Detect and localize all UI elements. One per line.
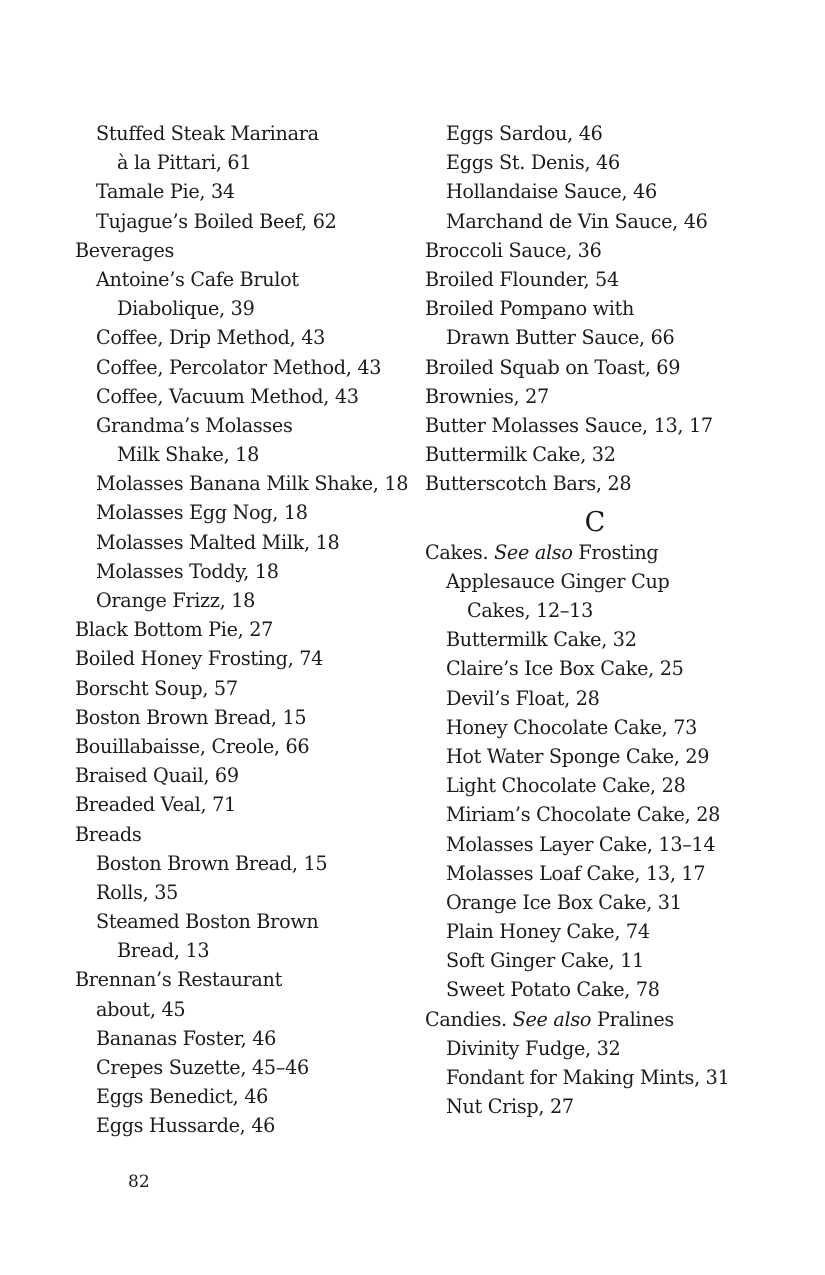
- section-letter-heading: C: [584, 507, 606, 539]
- index-subentry: Diabolique, 39: [117, 297, 255, 321]
- index-entry: Broiled Squab on Toast, 69: [425, 355, 681, 379]
- index-subentry: Applesauce Ginger Cup: [446, 569, 670, 593]
- index-subentry: Tamale Pie, 34: [96, 180, 235, 204]
- page-number: 82: [128, 1172, 150, 1192]
- index-entry: Bouillabaisse, Creole, 66: [75, 734, 310, 758]
- index-entry: Broiled Flounder, 54: [425, 267, 619, 291]
- index-subentry: Molasses Layer Cake, 13–14: [446, 832, 716, 856]
- index-subentry: Molasses Loaf Cake, 13, 17: [446, 861, 706, 885]
- index-subentry: Orange Ice Box Cake, 31: [446, 890, 682, 914]
- index-subentry: Antoine’s Cafe Brulot: [96, 267, 299, 291]
- entry-main-term: Candies.: [425, 1007, 507, 1031]
- index-subentry: Soft Ginger Cake, 11: [446, 949, 645, 973]
- index-subentry: Hot Water Sponge Cake, 29: [446, 744, 710, 768]
- index-entry: Broiled Pompano with: [425, 297, 635, 321]
- index-subentry: Devil’s Float, 28: [446, 686, 600, 710]
- index-subentry: Crepes Suzette, 45–46: [96, 1056, 309, 1079]
- index-entry: Beverages: [75, 238, 175, 262]
- see-also-reference: Frosting: [578, 540, 659, 564]
- see-also-label: See also: [512, 1007, 592, 1031]
- index-subentry: Plain Honey Cake, 74: [446, 920, 650, 944]
- index-subentry: Honey Chocolate Cake, 73: [446, 715, 698, 739]
- index-subentry: Coffee, Drip Method, 43: [96, 326, 326, 350]
- index-entry: Butter Molasses Sauce, 13, 17: [425, 413, 713, 437]
- candies-subentries: [425, 1034, 755, 1122]
- index-subentry: Molasses Banana Milk Shake, 18: [96, 472, 409, 496]
- index-entry: Brennan’s Restaurant: [75, 968, 283, 992]
- index-subentry: Milk Shake, 18: [117, 443, 259, 467]
- index-subentry: Claire’s Ice Box Cake, 25: [446, 657, 684, 681]
- index-subentry: Cakes, 12–13: [467, 599, 593, 622]
- index-subentry: Bread, 13: [117, 939, 210, 963]
- index-subentry: Bananas Foster, 46: [96, 1026, 277, 1050]
- index-subentry: Coffee, Vacuum Method, 43: [96, 384, 359, 408]
- index-subentry: Orange Frizz, 18: [96, 589, 256, 612]
- index-subentry: Miriam’s Chocolate Cake, 28: [446, 803, 721, 827]
- b-entries-continued: [425, 119, 755, 498]
- index-subentry: Marchand de Vin Sauce, 46: [446, 209, 708, 233]
- index-subentry: Eggs St. Denis, 46: [446, 151, 620, 175]
- index-subentry: Light Chocolate Cake, 28: [446, 774, 686, 798]
- index-entry: Butterscotch Bars, 28: [425, 472, 632, 496]
- index-subentry: about, 45: [96, 997, 186, 1021]
- index-entry: Breads: [75, 822, 142, 846]
- index-subentry: Tujague’s Boiled Beef, 62: [96, 209, 337, 233]
- index-entry: Braised Quail, 69: [75, 764, 239, 788]
- index-subentry: Eggs Sardou, 46: [446, 122, 603, 145]
- index-subentry: Rolls, 35: [96, 880, 179, 904]
- index-subentry: Sweet Potato Cake, 78: [446, 978, 660, 1002]
- index-subentry: Eggs Hussarde, 46: [96, 1114, 276, 1138]
- index-subentry: Stuffed Steak Marinara: [96, 122, 319, 145]
- index-subentry: Coffee, Percolator Method, 43: [96, 355, 382, 379]
- index-subentry: Eggs Benedict, 46: [96, 1085, 269, 1109]
- cakes-subentries: [425, 567, 755, 1005]
- index-subentry: Fondant for Making Mints, 31: [446, 1066, 730, 1089]
- index-entry-candies: [425, 1005, 755, 1034]
- index-subentry: Divinity Fudge, 32: [446, 1036, 621, 1060]
- entry-main-term: Cakes.: [425, 540, 489, 564]
- index-entry: Black Bottom Pie, 27: [75, 618, 274, 642]
- index-entry: Brownies, 27: [425, 384, 549, 408]
- index-subentry: à la Pittari, 61: [117, 151, 252, 175]
- index-subentry: Molasses Toddy, 18: [96, 559, 279, 583]
- index-subentry: Buttermilk Cake, 32: [446, 628, 637, 652]
- index-column-right: [425, 119, 755, 1121]
- index-subentry: Drawn Butter Sauce, 66: [446, 326, 675, 350]
- index-entry-cakes: [425, 538, 755, 567]
- index-entry: Broccoli Sauce, 36: [425, 238, 602, 262]
- index-entry: Buttermilk Cake, 32: [425, 443, 616, 467]
- index-subentry: Hollandaise Sauce, 46: [446, 180, 657, 204]
- index-subentry: Nut Crisp, 27: [446, 1095, 574, 1119]
- see-also-label: See also: [494, 540, 573, 564]
- index-subentry: Boston Brown Bread, 15: [96, 851, 328, 875]
- index-subentry: Grandma’s Molasses: [96, 413, 293, 437]
- index-subentry: Molasses Malted Milk, 18: [96, 530, 340, 554]
- index-subentry: Steamed Boston Brown: [96, 910, 319, 934]
- index-entry: Borscht Soup, 57: [75, 676, 238, 700]
- index-entry: Boiled Honey Frosting, 74: [75, 647, 324, 671]
- index-entry: Breaded Veal, 71: [75, 793, 236, 817]
- index-column-left: [75, 119, 415, 1141]
- index-subentry: Molasses Egg Nog, 18: [96, 501, 308, 525]
- index-entry: Boston Brown Bread, 15: [75, 705, 307, 729]
- see-also-reference: Pralines: [596, 1007, 674, 1031]
